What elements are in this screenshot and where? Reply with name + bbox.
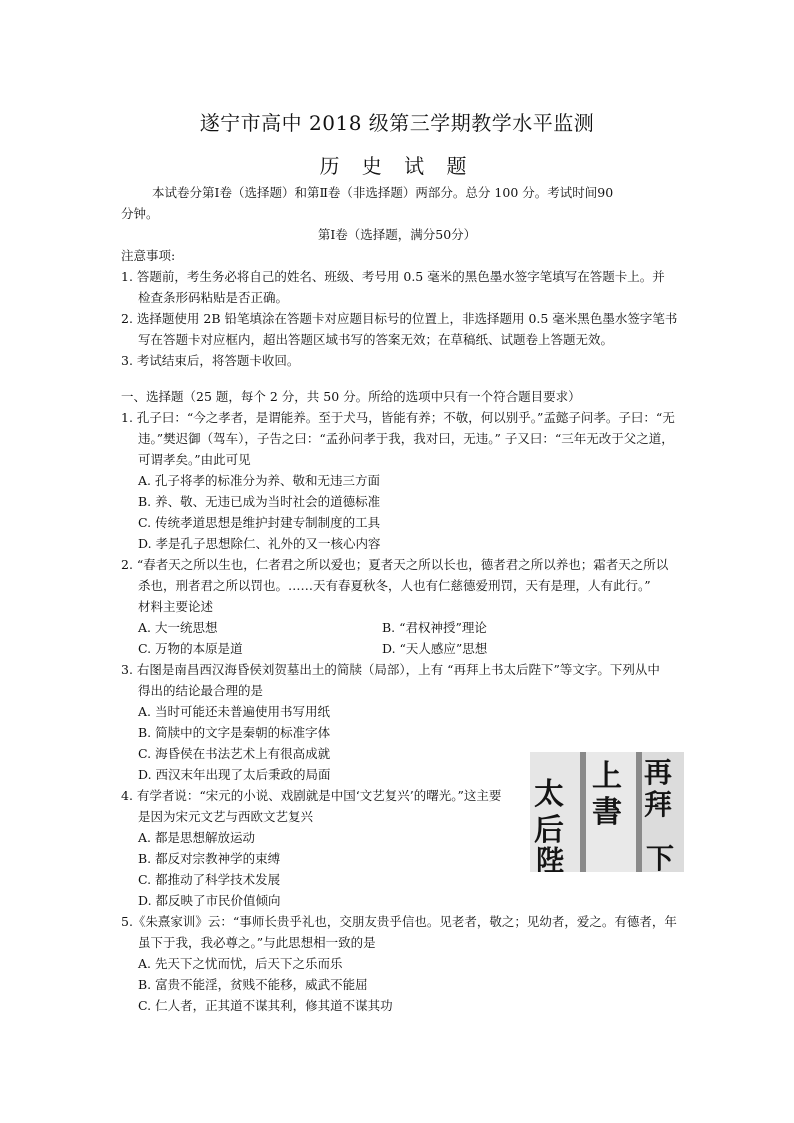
q1-line-1: 1. 孔子曰：“今之孝者，是谓能养。至于犬马，皆能有养；不敬，何以别乎。”孟懿子问孝。子曰：“无 [121,410,675,425]
q2-line-1: 2. “春者天之所以生也，仁者君之所以爱也；夏者天之所以长也，德者君之所以养也；霜者天之所以 [121,557,669,572]
q4-option-c: C. 都推动了科学技术发展 [138,872,281,887]
section-1-heading: 第Ⅰ卷（选择题，满分50分） [317,227,477,242]
q3-line-1: 3. 右图是南昌西汉海昏侯刘贺墓出土的简牍（局部），上有 “再拜上书太后陛下”等文字。下列从中 [121,662,660,677]
slip-char-6: 后 [534,813,564,848]
q1-option-c: C. 传统孝道思想是维护封建专制制度的工具 [138,515,381,530]
q2-line-2: 杀也，刑者君之所以罚也。……天有春夏秋冬，人也有仁慈德爱刑罚，天有是理，人有此行。” [138,578,651,593]
slip-char-4: 書 [592,795,622,830]
q2-option-d: D. “天人感应”思想 [382,641,488,656]
notes-label: 注意事项: [121,248,176,263]
intro-line-1: 本试卷分第Ⅰ卷（选择题）和第Ⅱ卷（非选择题）两部分。总分 100 分。考试时间90 [152,185,614,200]
q2-option-b: B. “君权神授”理论 [382,620,487,635]
exam-subtitle: 历 史 试 题 [319,154,475,178]
slip-char-2: 拜 [644,788,673,821]
exam-title: 遂宁市高中 2018 级第三学期教学水平监测 [199,111,595,135]
q5-line-1: 5.《朱熹家训》云：“事师长贵乎礼也，交朋友贵乎信也。见老者，敬之；见幼者，爱之。有德者，年 [121,914,677,929]
q2-option-a: A. 大一统思想 [138,620,218,635]
q5-option-a: A. 先天下之忧而忧，后天下之乐而乐 [138,956,343,971]
q4-line-2: 是因为宋元文艺与西欧文艺复兴 [138,809,314,824]
q2-option-c: C. 万物的本原是道 [138,641,243,656]
note-1-line-1: 1. 答题前，考生务必将自己的姓名、班级、考号用 0.5 毫米的黑色墨水签字笔填写在答题卡上。并 [121,269,665,284]
q1-option-d: D. 孝是孔子思想除仁、礼外的又一核心内容 [138,536,381,551]
q4-option-b: B. 都反对宗教神学的束缚 [138,851,281,866]
slip-char-7: 陛 [536,844,565,872]
slip-char-1: 再 [644,756,673,789]
q2-line-3: 材料主要论述 [138,599,214,614]
intro-line-2: 分钟。 [121,206,159,221]
q1-option-a: A. 孔子将孝的标准分为养、敬和无违三方面 [138,473,380,488]
q3-option-b: B. 简牍中的文字是秦朝的标准字体 [138,725,331,740]
slip-char-8: 下 [646,842,675,872]
q1-line-2: 违。”樊迟御（驾车），子告之曰：“孟孙问孝于我，我对曰，无违。” 子又曰：“三年无改于父之道， [138,431,674,446]
q5-option-c: C. 仁人者，正其道不谋其利，修其道不谋其功 [138,998,393,1013]
q5-line-2: 虽下于我，我必尊之。”与此思想相一致的是 [138,935,376,950]
q1-line-3: 可谓孝矣。”由此可见 [138,452,251,467]
part-1-heading: 一、选择题（25 题，每个 2 分，共 50 分。所给的选项中只有一个符合题目要求） [121,389,581,404]
bamboo-slip-photo [530,752,684,872]
q3-option-c: C. 海昏侯在书法艺术上有很高成就 [138,746,331,761]
note-2-line-1: 2. 选择题使用 2B 铅笔填涂在答题卡对应题目标号的位置上，非选择题用 0.5 毫米黑色墨水签字笔书 [121,311,678,326]
note-2-line-2: 写在答题卡对应框内，超出答题区域书写的答案无效；在草稿纸、试题卷上答题无效。 [138,332,614,347]
note-1-line-2: 检查条形码粘贴是否正确。 [138,290,289,305]
q4-option-d: D. 都反映了市民价值倾向 [138,893,281,908]
slip-char-3: 上 [592,759,622,794]
q4-option-a: A. 都是思想解放运动 [138,830,255,845]
q4-line-1: 4. 有学者说：“宋元的小说、戏剧就是中国‘文艺复兴’的曙光。”这主要 [121,788,502,803]
note-3: 3. 考试结束后，将答题卡收回。 [121,353,300,368]
q3-line-2: 得出的结论最合理的是 [138,683,264,698]
q1-option-b: B. 养、敬、无违已成为当时社会的道德标准 [138,494,381,509]
q5-option-b: B. 富贵不能淫，贫贱不能移，威武不能屈 [138,977,368,992]
bamboo-slip-image [530,752,684,872]
q3-option-d: D. 西汉末年出现了太后秉政的局面 [138,767,331,782]
slip-char-5: 太 [534,777,564,812]
q3-option-a: A. 当时可能还未普遍使用书写用纸 [138,704,330,719]
